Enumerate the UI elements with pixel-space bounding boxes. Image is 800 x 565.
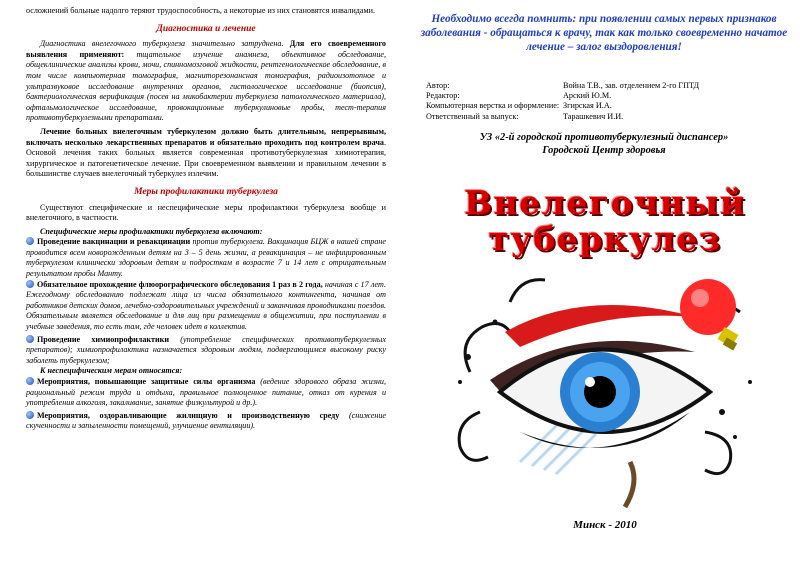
diagnostics-paragraph xyxy=(26,39,386,124)
bullet-vaccination-title: Проведение вакцинации и ревакцинации xyxy=(37,237,191,247)
bullet-icon xyxy=(26,280,34,288)
bullet-fluorography-title: Обязательное прохождение флюорографического обследования 1 раз в 2 года, xyxy=(37,279,323,289)
left-column xyxy=(26,6,386,432)
cover-column xyxy=(410,0,800,565)
institution-name xyxy=(418,131,790,157)
lightbulb-icon xyxy=(680,279,738,350)
title-line-2: туберкулез xyxy=(488,219,722,258)
bullet-icon xyxy=(26,411,34,419)
credit-value: Тарашкевич И.И. xyxy=(563,111,624,121)
bullet-immunity-title: Мероприятия, повышающие защитные силы организма xyxy=(37,377,256,386)
bullet-fluorography xyxy=(26,280,386,333)
credit-value: Арский Ю.М. xyxy=(563,91,612,101)
bullet-immunity xyxy=(26,377,386,409)
credit-key: Автор: xyxy=(426,81,450,90)
intro-paragraph: осложнений больные надолго теряют трудоспособность, а некоторые из них становятся инвалидами. xyxy=(26,6,375,15)
treatment-bold: Лечение больных внелегочным туберкулезом должно быть длительным, непрерывным, включать несколько лекарственных препаратов и обязательно проходить под контролем врача xyxy=(26,126,386,147)
nonspecific-measures-heading: К неспецифическим мерам относятся: xyxy=(40,366,183,376)
diag-methods: тщательное изучение анамнеза, объективное обследование, общеклинические анализы крови, мочи, спинномозговой жидкости, рентгенологическое обследование, в том числе компьютерная томография, магниторезонансная томография, радиоизотопное и ультразвуковое исследование внутренних органов, гистологическое исследование (биопсия), бактериологическая верификация (посев на микобактерии туберкулеза патологического материала), офтальмологическое исследование, провокационные туберкулиновые пробы, тест-терапия противотуберкулезными препаратами. xyxy=(26,49,386,123)
prevention-heading: Меры профилактики туберкулеза xyxy=(134,186,278,197)
credit-row xyxy=(426,101,786,111)
diagnostics-heading: Диагностика и лечение xyxy=(156,23,256,34)
credit-key: Компьютерная верстка и оформление: xyxy=(426,101,560,111)
bullet-icon xyxy=(26,237,34,245)
diag-bold: Для его своевременного выявления применяют: xyxy=(26,39,386,59)
title-line-1: Внелегочный xyxy=(464,183,746,222)
credit-row xyxy=(426,81,786,91)
bullet-icon xyxy=(26,335,34,343)
credit-row xyxy=(426,112,786,122)
bullet-icon xyxy=(26,377,34,385)
bullet-immunity-text: (ведение здорового образа жизни, рациональный режим труда и отдыха, правильное полноценное питание, отказ от курения и употребления алкоголя, закаливание, занятие физкультурой и др.). xyxy=(26,377,386,408)
eye-illustration-icon xyxy=(450,262,760,512)
institution-line-2: Городской Центр здоровья xyxy=(542,145,666,156)
bullet-environment xyxy=(26,411,386,432)
credit-value: Згирская И.А. xyxy=(563,101,612,111)
institution-line-1: УЗ «2-й городской противотуберкулезный диспансер» xyxy=(479,132,729,143)
credit-key: Ответственный за выпуск: xyxy=(426,111,519,121)
bullet-chemoprophylaxis xyxy=(26,335,386,367)
prevention-intro: Существуют специфические и неспецифические меры профилактики туберкулеза вообще и внелегочного, в частности. xyxy=(26,202,386,223)
bullet-environment-title: Мероприятия, оздоравливающие жилищную и производственную среду xyxy=(37,410,340,420)
credit-key: Редактор: xyxy=(426,91,460,101)
bullet-chemo-title: Проведение химиопрофилактики xyxy=(37,334,170,344)
bullet-environment-text: (снижение скученности и запыленности помещений, улучшение вентиляции). xyxy=(26,410,386,431)
warning-text: Необходимо всегда помнить: при появлении самых первых признаков заболевания - обращаться к врачу, так как только своевременно начатое лечение – залог выздоровления! xyxy=(420,13,788,53)
brochure-title xyxy=(410,185,800,257)
credit-row xyxy=(426,91,786,101)
diag-italic-lead: Диагностика внелегочного туберкулеза значительно затруднена. xyxy=(40,39,284,49)
specific-measures-heading: Специфические меры профилактики туберкулеза включают: xyxy=(40,226,263,236)
bullet-vaccination xyxy=(26,237,386,279)
treatment-text: . Основой лечения таких больных является современная противотуберкулезная химиотерапия, хирургическое и патогенетическое лечение. При своевременном выявлении и правильном лечении в большинстве случаев внелегочный туберкулез излечим. xyxy=(26,137,386,179)
bullet-fluorography-text: начиная с 17 лет. Ежегодному обследованию подлежат лица из числа обязательного контингента, начиная от работников детских домов, лечебно-оздоровительных учреждений и заканчивая проводниками поездов. Обязательным является обследование и для лиц при размещении в общежитии, при поступлении в учебные заведения, то есть там, где человек идет в коллектив. xyxy=(26,279,387,332)
city-year: Минск - 2010 xyxy=(573,519,637,531)
credits-block xyxy=(426,81,786,122)
treatment-paragraph xyxy=(26,127,386,180)
credit-value: Война Т.В., зав. отделением 2-го ГПТД xyxy=(563,81,700,90)
bullet-chemo-text: (употребление специфических противотуберкулезных препаратов); химиопрофилактика назначается здоровым людям, подвергающимся высокому риску заболеть туберкулезом; xyxy=(26,334,386,365)
bullet-vaccination-text: против туберкулеза. Вакцинация БЦЖ в нашей стране проводится всем новорожденным детям на 3 – 5 день жизни, а ревакцинация – не инфицированным туберкулезом клинически здоровым детям и подросткам в возрасте 7 и 14 лет с отрицательным результатом пробы Манту. xyxy=(26,237,386,279)
